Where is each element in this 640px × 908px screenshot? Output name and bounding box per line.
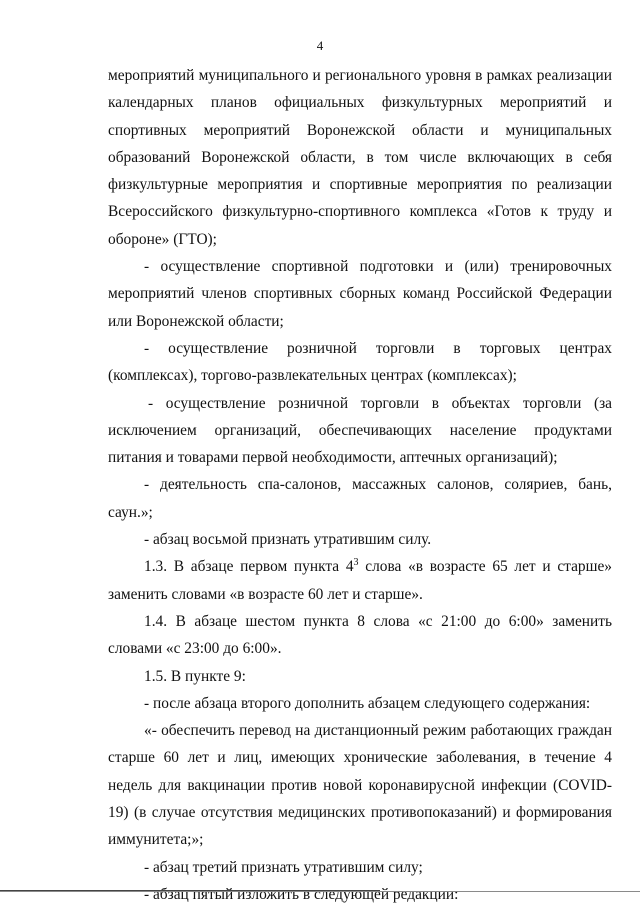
paragraph-item-1-4: 1.4. В абзаце шестом пункта 8 слова «с 21:00 до 6:00» заменить словами «с 23:00 до 6:00». [108,612,612,658]
footer-rule-dark [0,890,380,891]
paragraph-item-1-5: 1.5. В пункте 9: [144,667,246,685]
page-number: 4 [316,38,324,53]
paragraph-third-invalid: - абзац третий признать утратившим силу; [144,858,423,876]
paragraph-remote-work: «- обеспечить перевод на дистанционный режим работающих граждан старше 60 лет и лиц, имеющих хронические заболевания, в течение 4 недель для вакцинации против новой коронавирусной инфекции (COVID-19) (в случае отсутствия медицинских противопоказаний) и формирования иммунитета;»; [108,722,612,849]
paragraph-item-1-3 [108,553,612,608]
paragraph-events-continuation: мероприятий муниципального и регионального уровня в рамках реализации календарных планов официальных физкультурных мероприятий и спортивных мероприятий Воронежской области и муниципальных образований Воронежской области, в том числе включающих в себя физкультурные мероприятия и спортивные мероприятия по реализации Всероссийского физкультурно-спортивного комплекса «Готов к труду и обороне» (ГТО); [108,67,612,248]
item-1-3-post: слова «в возрасте 65 лет и старше» заменить словами «в возрасте 60 лет и старше». [108,558,612,603]
paragraph-add-after-second: - после абзаца второго дополнить абзацем следующего содержания: [144,694,591,712]
paragraph-fifth-new-edition: - абзац пятый изложить в следующей редакции: [144,885,459,903]
paragraph-retail-shopping-centers: - осуществление розничной торговли в торговых центрах (комплексах), торгово-развлекательных центрах (комплексах); [108,339,612,385]
footer-rule [0,891,640,892]
document-body [108,62,612,908]
item-1-3-superscript: 3 [353,557,359,569]
paragraph-eighth-invalid: - абзац восьмой признать утратившим силу. [144,531,432,549]
paragraph-retail-objects: - осуществление розничной торговли в объектах торговли (за исключением организаций, обеспечивающих население продуктами питания и товарами первой необходимости, аптечных организаций); [108,394,612,467]
paragraph-sports-training: - осуществление спортивной подготовки и (или) тренировочных мероприятий членов спортивных сборных команд Российской Федерации или Воронежской области; [108,258,612,330]
item-1-3-pre: 1.3. В абзаце первом пункта 4 [144,558,354,576]
paragraph-spa-salons: - деятельность спа-салонов, массажных салонов, соляриев, бань, саун.»; [108,476,612,521]
